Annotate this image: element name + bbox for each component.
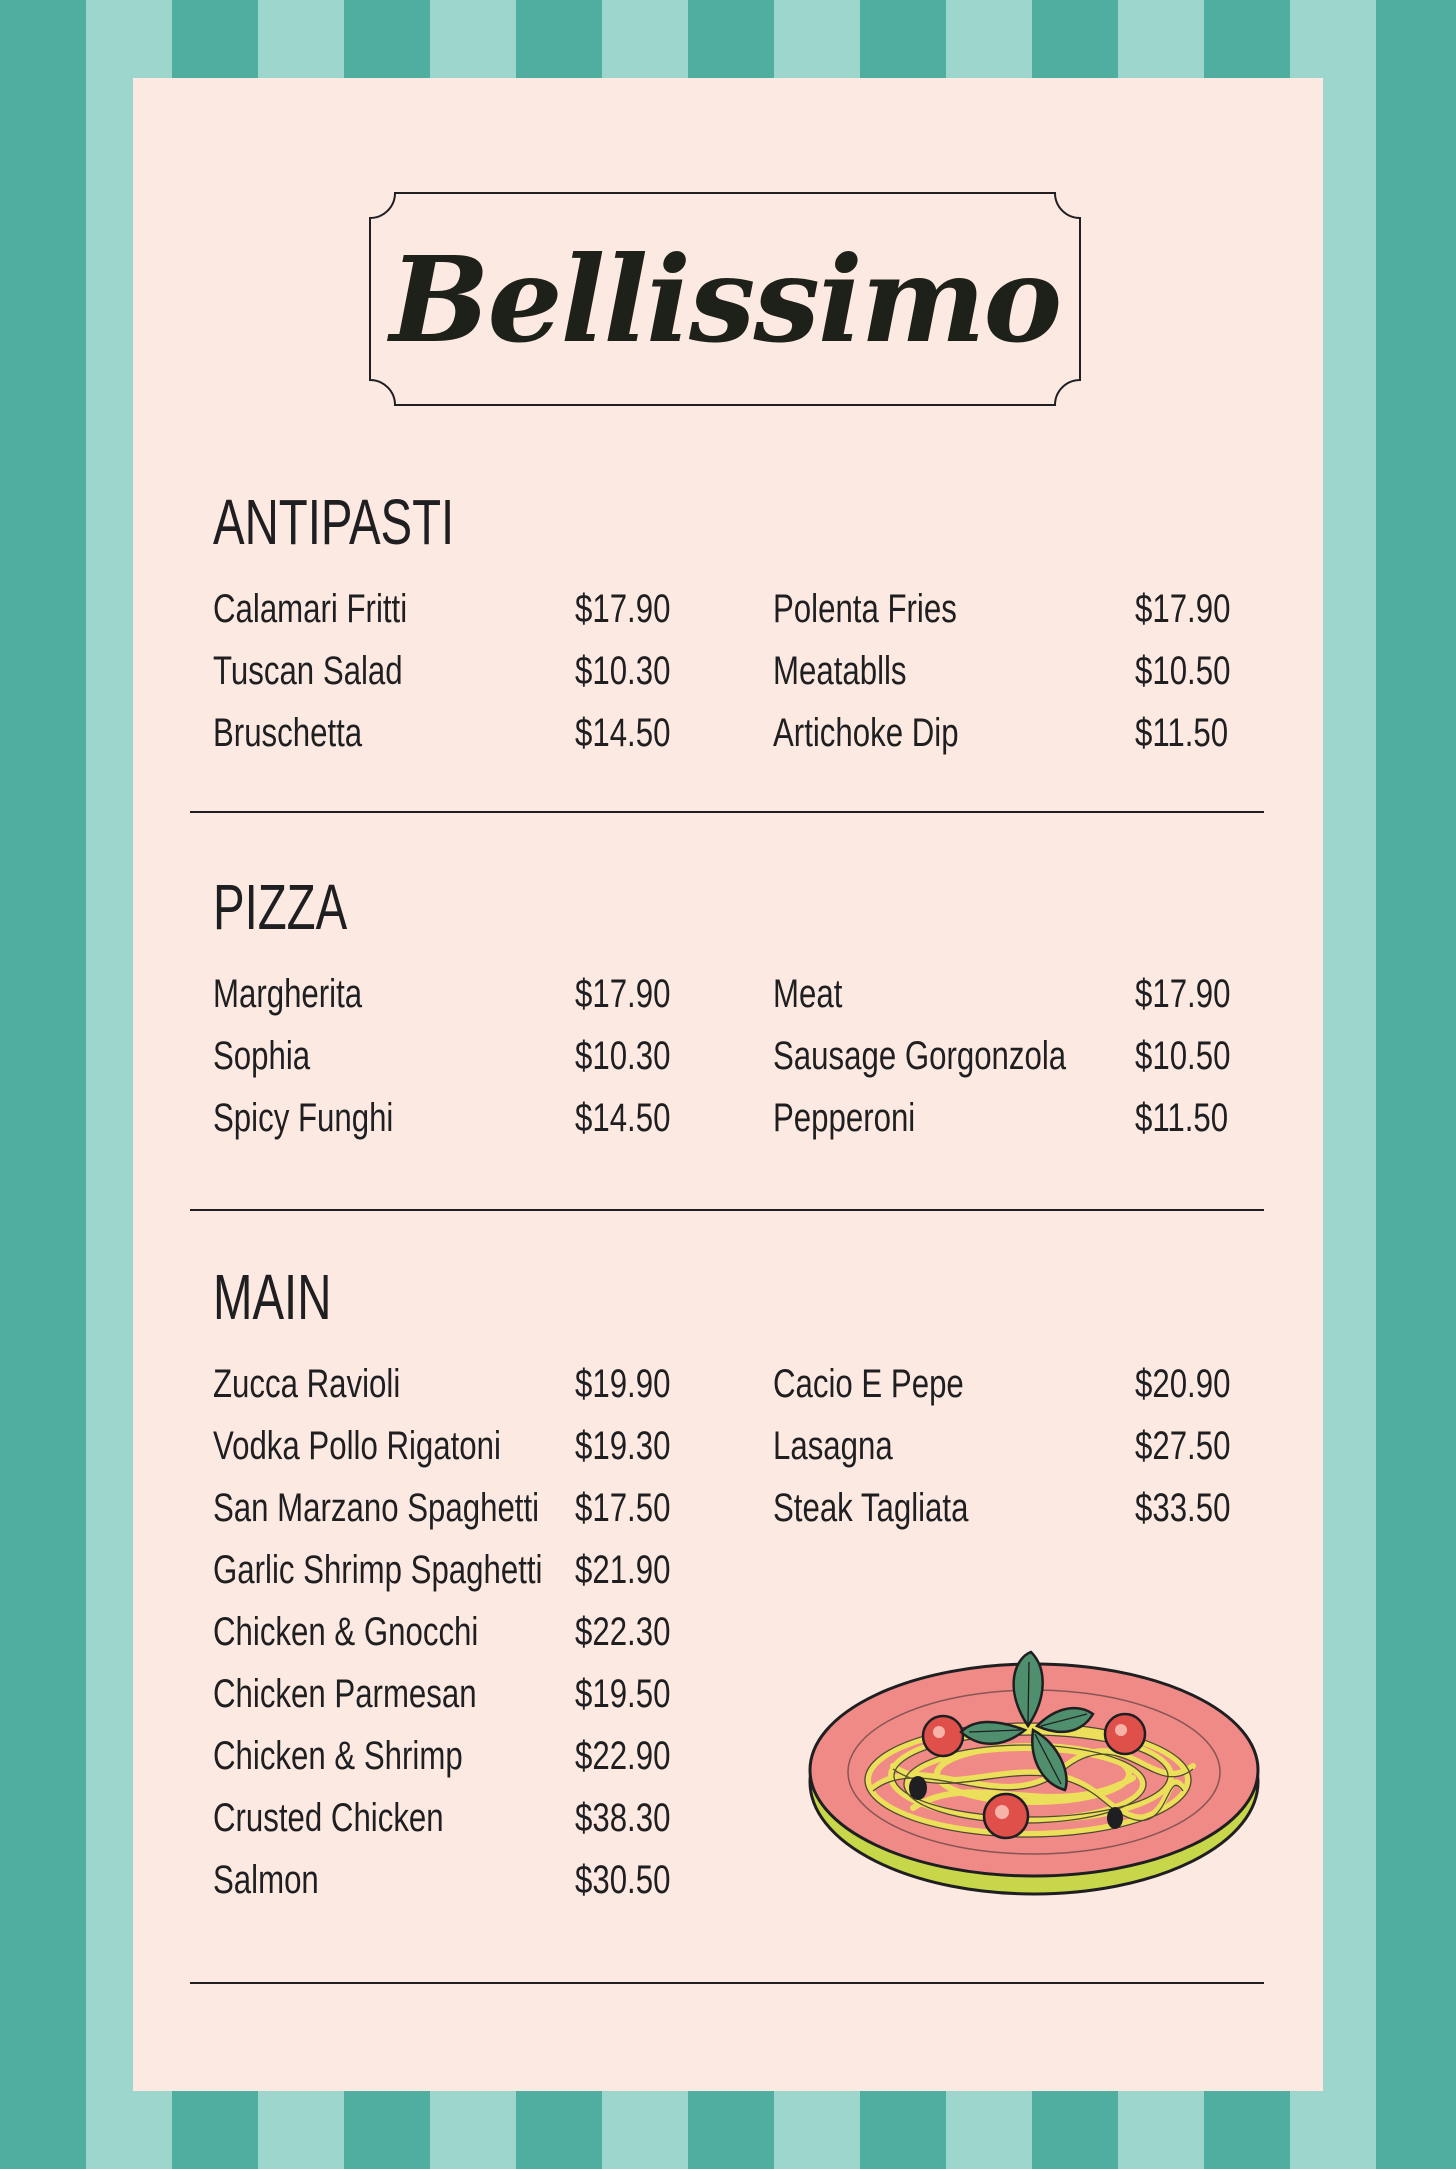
section-divider [190,1982,1264,1984]
item-name: Chicken & Gnocchi [213,1610,479,1654]
menu-item [213,1477,713,1539]
menu-column-right [773,1353,1273,1539]
item-name: Tuscan Salad [213,649,403,693]
item-price: $22.90 [575,1734,671,1778]
item-price: $17.50 [575,1486,671,1530]
item-price: $17.90 [575,587,671,631]
logo-frame [369,192,1081,406]
menu-item [773,1087,1273,1149]
menu-item [213,1087,713,1149]
menu-item [213,1725,713,1787]
menu-item [773,578,1273,640]
item-name: Meat [773,972,843,1016]
item-name: Zucca Ravioli [213,1362,401,1406]
item-price: $10.30 [575,1034,671,1078]
item-price: $38.30 [575,1796,671,1840]
menu-item [213,578,713,640]
section-title: ANTIPASTI [213,486,455,558]
menu-item [773,1025,1273,1087]
section-divider [190,811,1264,813]
item-name: Bruschetta [213,711,363,755]
item-price: $11.50 [1135,711,1229,755]
section-divider [190,1209,1264,1211]
menu-item [213,1601,713,1663]
item-price: $20.90 [1135,1362,1231,1406]
item-price: $27.50 [1135,1424,1231,1468]
item-name: Calamari Fritti [213,587,408,631]
menu-item [773,702,1273,764]
menu-item [213,1415,713,1477]
item-name: San Marzano Spaghetti [213,1486,540,1530]
menu-item [213,702,713,764]
item-price: $10.50 [1135,649,1231,693]
item-price: $33.50 [1135,1486,1231,1530]
section-title: MAIN [213,1261,332,1333]
menu-item [773,1477,1273,1539]
item-name: Meatablls [773,649,907,693]
menu-item [773,963,1273,1025]
item-name: Chicken Parmesan [213,1672,477,1716]
item-name: Garlic Shrimp Spaghetti [213,1548,543,1592]
item-name: Cacio E Pepe [773,1362,964,1406]
item-price: $14.50 [575,1096,671,1140]
item-name: Chicken & Shrimp [213,1734,463,1778]
item-name: Salmon [213,1858,319,1902]
item-name: Pepperoni [773,1096,916,1140]
item-price: $14.50 [575,711,671,755]
item-price: $17.90 [1135,587,1231,631]
menu-column-left [213,1353,713,1911]
menu-item [213,1787,713,1849]
menu-column-left [213,963,713,1149]
item-price: $19.50 [575,1672,671,1716]
item-price: $10.30 [575,649,671,693]
menu-item [213,1353,713,1415]
menu-item [773,1415,1273,1477]
menu-column-right [773,578,1273,764]
menu-column-right [773,963,1273,1149]
item-price: $17.90 [575,972,671,1016]
item-name: Sausage Gorgonzola [773,1034,1067,1078]
item-price: $22.30 [575,1610,671,1654]
item-name: Vodka Pollo Rigatoni [213,1424,501,1468]
menu-item [213,1025,713,1087]
item-price: $30.50 [575,1858,671,1902]
menu-item [773,640,1273,702]
item-price: $11.50 [1135,1096,1229,1140]
item-price: $17.90 [1135,972,1231,1016]
item-name: Polenta Fries [773,587,957,631]
menu-item [213,963,713,1025]
pasta-plate-icon [803,1648,1265,1908]
item-price: $10.50 [1135,1034,1231,1078]
item-name: Artichoke Dip [773,711,959,755]
brand-name: Bellissimo [389,229,1061,369]
item-price: $21.90 [575,1548,671,1592]
menu-item [213,640,713,702]
item-name: Sophia [213,1034,311,1078]
item-name: Crusted Chicken [213,1796,444,1840]
item-price: $19.90 [575,1362,671,1406]
item-name: Lasagna [773,1424,893,1468]
menu-column-left [213,578,713,764]
section-title: PIZZA [213,871,348,943]
item-name: Spicy Funghi [213,1096,394,1140]
item-name: Margherita [213,972,363,1016]
menu-item [213,1539,713,1601]
menu-card [133,78,1323,2091]
menu-item [773,1353,1273,1415]
menu-item [213,1663,713,1725]
item-name: Steak Tagliata [773,1486,969,1530]
item-price: $19.30 [575,1424,671,1468]
menu-item [213,1849,713,1911]
